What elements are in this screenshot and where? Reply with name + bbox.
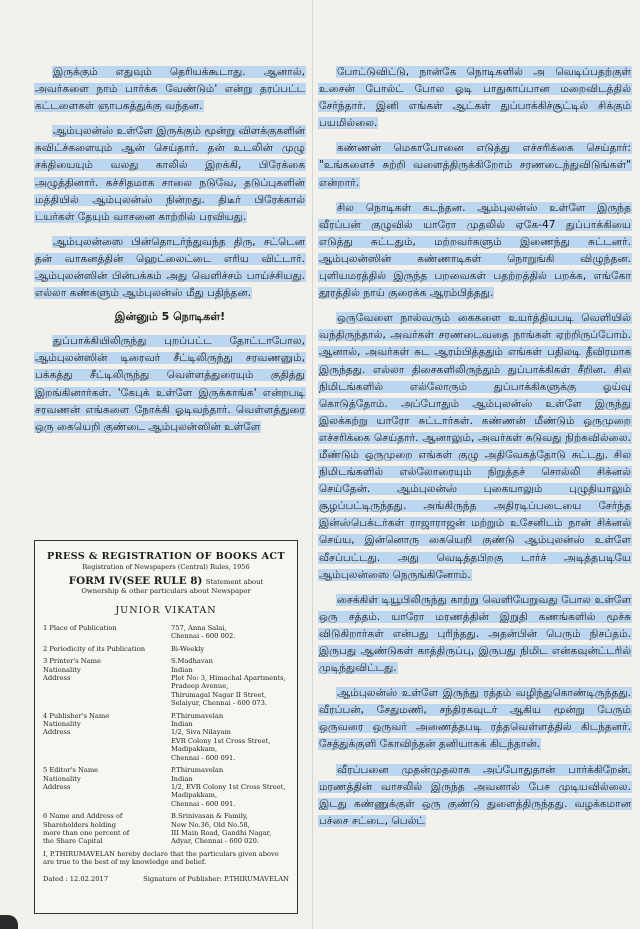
notice-row-label: 5 Editor's Name Nationality Address: [43, 766, 99, 791]
article-paragraph: போட்டுவிட்டு, நான்கே நொடிகளில் அ வெடிப்பதற்குள் உசைன் போல்ட் போல ஓடி பாதுகாப்பான மறைவிடத்தில் சேர்ந்தார். இனி எங்கள் ஆட்கள் துப்பாக்கிச்சூட்டில் சிக்கும் பயமில்லை.: [319, 66, 631, 130]
notice-row-label: 4 Publisher's Name Nationality Address: [43, 711, 110, 737]
notice-footer: [43, 875, 289, 883]
notice-row-value: 757, Anna Salai, Chennai - 600 002.: [171, 624, 236, 641]
notice-row: [43, 624, 289, 641]
notice-row: [43, 657, 289, 707]
notice-rows: [43, 624, 289, 846]
article-paragraph: ஆம்புலன்ஸ் உள்ளே இருக்கும் மூன்று விளக்குகளின் சுவிட்ச்களையும் ஆன் செய்தார். தன் உடலின் முழு சக்தியையும் வலது காலில் இறக்கி, பிரேக்கை அழுத்தினார். கச்சிதமாக சாலை நடுவே, தடுப்புகளின் மத்தியில் ஆம்புலன்ஸ் நின்றது. திடீர் பிரேக்கால் டயர்கள் தேயும் வாசனை காற்றில் பரவியது.: [35, 125, 306, 223]
notice-row-label: 3 Printer's Name Nationality Address: [43, 657, 101, 683]
notice-row: [43, 645, 289, 653]
article-paragraph: இருக்கும் எதுவும் தெரியக்கூடாது. ஆனால், அவர்களை நாம் பார்க்க வேண்டும்' என்று தரப்பட்ட கட்டளைகள் ஞாபகத்துக்கு வந்தன.: [35, 66, 305, 113]
notice-row-label: 6 Name and Address of Shareholders holding more than one percent of the Share Capital: [43, 812, 130, 846]
page-corner-tab: [0, 915, 18, 929]
notice-signature: Signature of Publisher: P.THIRUMAVELAN: [143, 874, 289, 883]
notice-row-label: 2 Periodicity of its Publication: [43, 644, 146, 653]
notice-declaration: I, P.THIRUMAVELAN hereby declare that the particulars given above are true to the best of my knowledge and belief.: [43, 849, 279, 867]
section-subheading: இன்னும் 5 நொடிகள்!: [114, 310, 226, 324]
notice-row: [43, 712, 289, 762]
magazine-name: JUNIOR VIKATAN: [115, 605, 217, 616]
article-paragraph: சைக்கிள் டியூபிலிருந்து காற்று வெளியேறுவது போல உள்ளே ஒரு சத்தம். யாரோ மரணத்தின் இறுதி கணங்களில் மூச்சு விடுகிறார்கள் என்பது புரிந்தது. அதன்பின் பெரும் நிசப்தம். இருபது ஆண்டுகள் காத்திருப்பு, இருபது நிமிட என்கவுன்ட்டரில் முடிந்துவிட்டது.: [319, 593, 631, 675]
column-divider: [312, 0, 313, 929]
article-paragraph: ஆம்புலன்ஸை பின்தொடர்ந்துவந்த திரு, சட்டென தன் வாகனத்தின் ஹெட்லைட்டை எரிய விட்டார். ஆம்புலன்ஸின் பின்பக்கம் அது வெளிச்சம் பாய்ச்சியது. எல்லா கண்களும் ஆம்புலன்ஸ் மீது பதிந்தன.: [35, 235, 305, 300]
notice-row: [43, 766, 289, 808]
article-paragraph: வீரப்பனை முதன்முதலாக அப்போதுதான் பார்க்கிறேன். மரணத்தின் வாசலில் இருந்த அவனால் பேச முடியவில்லை. இடது கண்ணுக்குள் ஒரு குண்டு துளைத்திருந்தது. வழக்கமான பச்சை சட்டை, பெல்ட்: [319, 763, 631, 827]
left-column: [34, 0, 306, 444]
article-paragraph: துப்பாக்கியிலிருந்து புறப்பட்ட தோட்டாபோல, ஆம்புலன்ஸின் டிரைவர் சீட்டிலிருந்து சரவணனும், பக்கத்து சீட்டிலிருந்து வெள்ளத்துரையும் குதித்து இறங்கினார்கள். 'கேபுக் உள்ளே இருக்காங்க' என்றபடி சரவணன் எங்களை நோக்கி ஓடிவந்தார். வெள்ளத்துரை ஒரு கையெறி குண்டை ஆம்புலன்ஸின் உள்ளே: [35, 335, 305, 433]
notice-row-value: P.Thirumavelan Indian 1/2, EVR Colony 1st Cross Street, Madipakkam, Chennai - 600 091.: [171, 766, 286, 808]
notice-row-value: S.Madhavan Indian Plot No: 3, Himachal Apartments, Pradeep Avenue, Thirumagal Nagar II Street, Selaiyur, Chennai - 600 073.: [171, 657, 286, 708]
article-paragraph: கண்ணன் மெகாபோனை எடுத்து எச்சரிக்கை செய்தார்: "உங்களைச் சுற்றி வளைத்திருக்கிறோம் சரணடைந்துவிடுங்கள்" என்றார்.: [319, 142, 631, 189]
notice-form-note: Ownership & other particulars about Newspaper: [81, 587, 251, 595]
notice-form-line: [43, 575, 289, 587]
notice-title: PRESS & REGISTRATION OF BOOKS ACT: [46, 551, 286, 562]
notice-row-value: Bi-Weekly: [171, 644, 205, 653]
notice-form-name: FORM IV(SEE RULE 8): [68, 575, 203, 587]
notice-subtitle: Registration of Newspapers (Central) Rules, 1956: [82, 563, 250, 571]
notice-row-label: 1 Place of Publication: [43, 624, 117, 632]
notice-row-value: P.Thirumavelan Indian 1/2, Siva Nilayam EVR Colony 1st Cross Street, Madipakkam, Chennai - 600 091.: [171, 711, 271, 762]
article-paragraph: ஒருவேளை நால்வரும் கைகளை உயர்த்தியபடி வெளியில் வந்திருந்தால், அவர்கள் சரணடைவதை நாங்கள் ஏற்றிருப்போம். ஆனால், அவர்கள் சுட ஆரம்பித்ததும் எங்கள் பதிலடி தீவிரமாக இருந்தது. எல்லா திசைகளிலிருந்தும் துப்பாக்கிகள் சீறின. சில நிமிடங்களில் எல்லோரும் துப்பாக்கிகளுக்கு ஓய்வு கொடுத்தோம். அப்போதும் ஆம்புலன்ஸ் உள்ளே இருந்து இலக்கற்று யாரோ சுட்டார்கள். கண்ணன் மீண்டும் ஒருமுறை எச்சரிக்கை செய்தார். ஆனாலும், அவர்கள் சுடுவது நிற்கவில்லை. மீண்டும் ஒருமுறை எங்கள் குழு அதிவேகத்தோடு சுட்டது. சில நிமிடங்களில் எல்லோரையும் நிறுத்தச் சொல்லி சிக்னல் செய்தேன். ஆம்புலன்ஸ் புகையாலும் புழுதியாலும் சூழப்பட்டிருந்தது. அங்கிருந்த அதிரடிப்படையை சேர்ந்த இன்ஸ்பெக்டர்கள் ராஜாராஜன் மற்றும் உசேனிடம் நான் சிக்னல் செய்ய, இன்னொரு கையெறி குண்டு ஆம்புலன்ஸ் உள்ளே வீசப்பட்டது. அது வெடித்தபிறகு டார்ச் அடித்தபடியே ஆம்புலன்ஸை நெருங்கினோம்.: [319, 312, 631, 581]
notice-form-desc: Statement about: [205, 578, 264, 586]
article-paragraph: ஆம்புலன்ஸ் உள்ளே இருந்து ரத்தம் வழிந்துகொண்டிருந்தது. வீரப்பன், சேதுமணி, சந்திரகவுடர் ஆகிய மூன்று பேரும் ஒருவரை ஒருவர் அணைத்தபடி ரத்தவெள்ளத்தில் கிடந்தனர். சேத்துக்குளி கோவிந்தன் தனியாகக் கிடந்தான்.: [319, 687, 631, 751]
article-paragraph: சில நொடிகள் கடந்தன. ஆம்புலன்ஸ் உள்ளே இருந்த வீரப்பன் குழுவில் யாரோ முதலில் ஏகே-47 துப்பாக்கியை எடுத்து சுட்டதும், மற்றவர்களும் இணைந்து சுட்டனர். ஆம்புலன்ஸின் கண்ணாடிகள் நொறுங்கி விழுந்தன. புளியமரத்தில் இருந்த பறவைகள் பதற்றத்தில் பறக்க, எங்கோ தூரத்தில் நாய் குரைக்க ஆரம்பித்தது.: [319, 201, 631, 300]
notice-date: Dated : 12.02.2017: [43, 874, 109, 883]
right-column: [318, 0, 632, 838]
notice-row: [43, 812, 289, 846]
statutory-notice-box: [34, 540, 298, 914]
notice-row-value: B.Srinivasan & Family, New No.36, Old No.58, III Main Road, Gandhi Nagar, Adyar, Chennai - 600 020.: [171, 812, 272, 846]
